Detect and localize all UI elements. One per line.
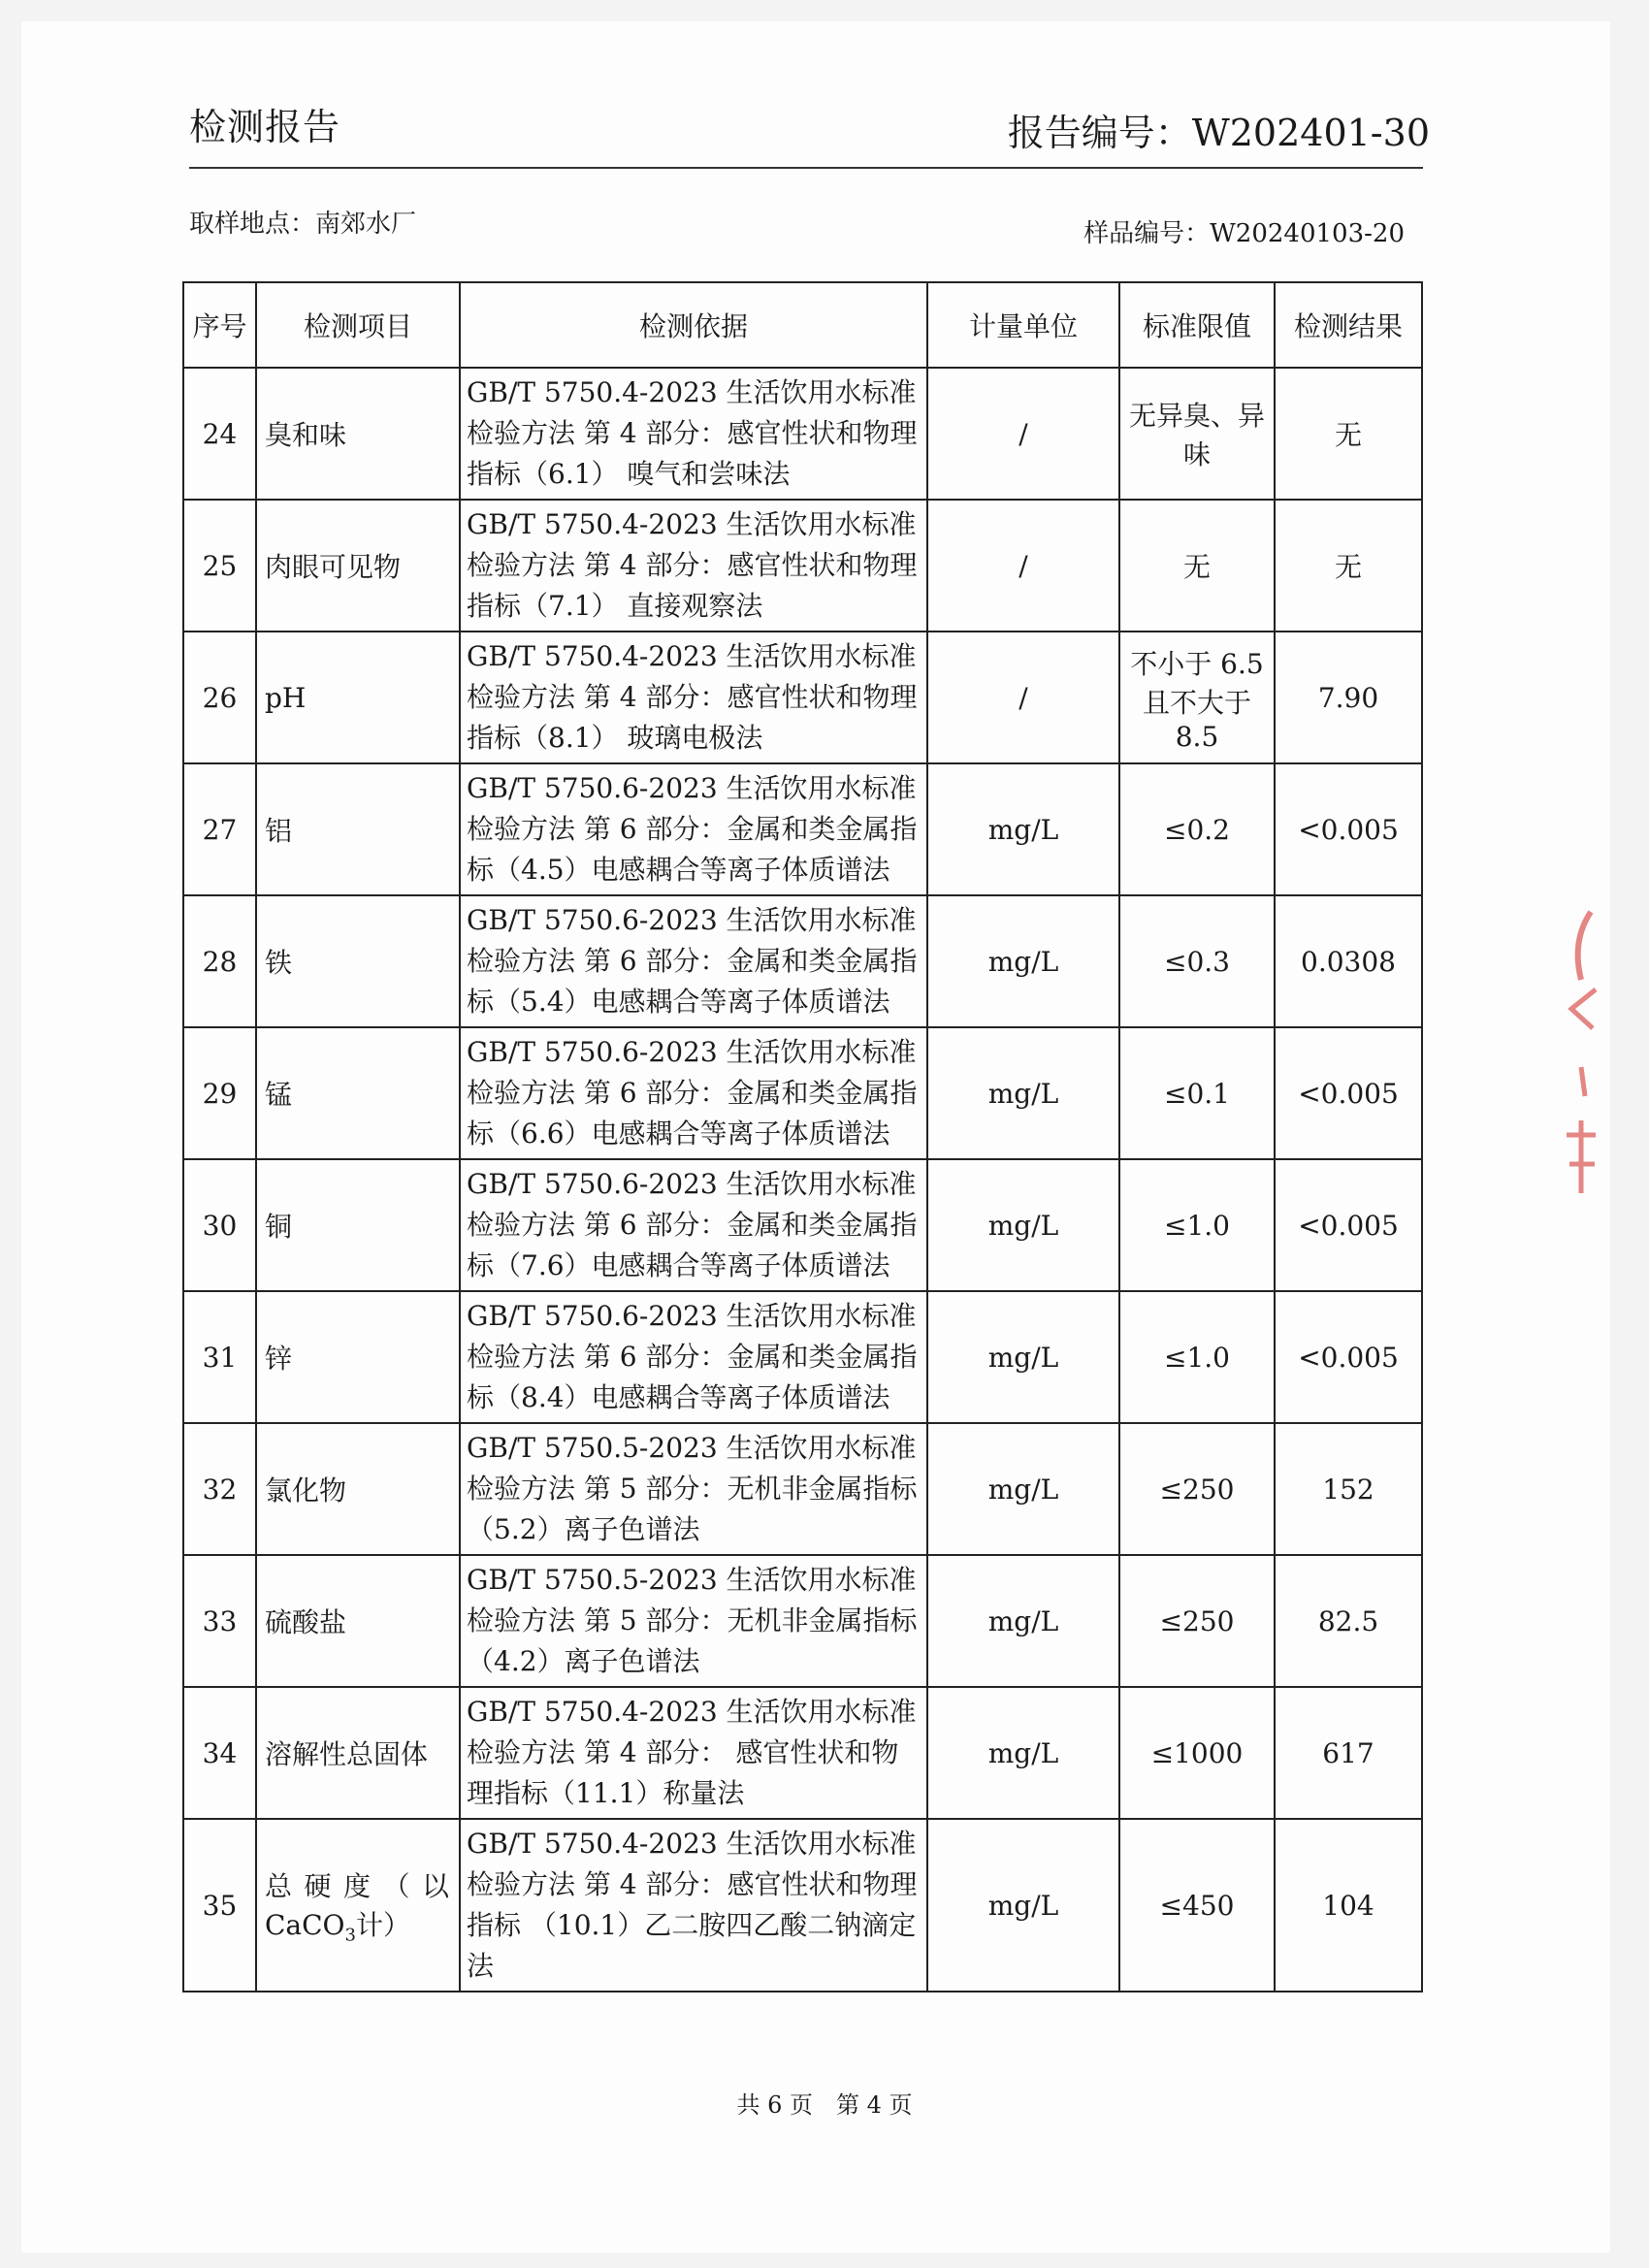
col-header-result: 检测结果 [1275,282,1422,368]
table-row [183,1423,1422,1555]
row-unit: mg/L [927,1027,1119,1159]
table-row [183,500,1422,632]
row-unit: mg/L [927,1159,1119,1291]
row-limit: ≤0.2 [1119,763,1275,895]
row-item: 铜 [256,1159,460,1291]
red-seal-stamp [1552,902,1610,1213]
row-item: pH [256,632,460,763]
row-no: 28 [183,895,256,1027]
results-table [182,281,1423,1993]
table-row [183,1555,1422,1687]
row-no: 27 [183,763,256,895]
row-unit: mg/L [927,1555,1119,1687]
col-header-limit: 标准限值 [1119,282,1275,368]
table-row [183,1291,1422,1423]
row-item: 铝 [256,763,460,895]
sampling-site: 取样地点：南郊水厂 [189,210,417,239]
row-unit: mg/L [927,895,1119,1027]
row-no: 29 [183,1027,256,1159]
row-limit: ≤1.0 [1119,1159,1275,1291]
row-item-formula: CaCO [265,1908,345,1941]
row-no: 25 [183,500,256,632]
row-item: 肉眼可见物 [256,500,460,632]
row-method: GB/T 5750.4-2023 生活饮用水标准检验方法 第 4 部分：感官性状和物理指标（8.1） 玻璃电极法 [460,632,927,763]
row-result: <0.005 [1275,763,1422,895]
row-limit: ≤250 [1119,1423,1275,1555]
row-no: 35 [183,1819,256,1992]
row-method: GB/T 5750.5-2023 生活饮用水标准检验方法 第 5 部分：无机非金属指标（4.2）离子色谱法 [460,1555,927,1687]
report-number: 报告编号：W202401-30 [1007,112,1430,154]
row-result: <0.005 [1275,1027,1422,1159]
row-item-subscript: 3 [344,1925,356,1946]
header-divider [189,167,1423,169]
row-no: 24 [183,368,256,500]
sample-number: 样品编号：W20240103-20 [1083,219,1405,248]
row-unit: mg/L [927,1819,1119,1992]
row-no: 32 [183,1423,256,1555]
row-unit: / [927,368,1119,500]
row-item [256,1819,460,1992]
row-limit: ≤1000 [1119,1687,1275,1819]
table-row [183,632,1422,763]
row-item-suffix: 计） [355,1908,410,1941]
col-header-no: 序号 [183,282,256,368]
row-item: 溶解性总固体 [256,1687,460,1819]
row-unit: / [927,500,1119,632]
table-row [183,368,1422,500]
row-item: 硫酸盐 [256,1555,460,1687]
row-no: 31 [183,1291,256,1423]
report-title: 检测报告 [189,106,341,148]
row-result: 无 [1275,368,1422,500]
table-row [183,1819,1422,1992]
row-method: GB/T 5750.4-2023 生活饮用水标准检验方法 第 4 部分：感官性状和物理指标（6.1） 嗅气和尝味法 [460,368,927,500]
row-method: GB/T 5750.6-2023 生活饮用水标准检验方法 第 6 部分：金属和类金属指标（6.6）电感耦合等离子体质谱法 [460,1027,927,1159]
row-no: 34 [183,1687,256,1819]
col-header-item: 检测项目 [256,282,460,368]
row-item-line1: 总 硬 度 （ 以 [265,1869,449,1902]
row-unit: mg/L [927,1291,1119,1423]
table-row [183,1027,1422,1159]
row-unit: mg/L [927,1687,1119,1819]
table-row [183,895,1422,1027]
row-limit: 无异臭、异味 [1119,368,1275,500]
row-item: 臭和味 [256,368,460,500]
row-limit: ≤250 [1119,1555,1275,1687]
row-item: 铁 [256,895,460,1027]
row-limit: ≤0.1 [1119,1027,1275,1159]
row-result: 104 [1275,1819,1422,1992]
table-row [183,1159,1422,1291]
row-result: <0.005 [1275,1159,1422,1291]
row-method: GB/T 5750.4-2023 生活饮用水标准检验方法 第 4 部分：感官性状和物理指标 （10.1）乙二胺四乙酸二钠滴定法 [460,1819,927,1992]
table-header-row [183,282,1422,368]
row-method: GB/T 5750.6-2023 生活饮用水标准检验方法 第 6 部分：金属和类金属指标（8.4）电感耦合等离子体质谱法 [460,1291,927,1423]
row-result: 617 [1275,1687,1422,1819]
row-limit: 无 [1119,500,1275,632]
row-method: GB/T 5750.6-2023 生活饮用水标准检验方法 第 6 部分：金属和类金属指标（5.4）电感耦合等离子体质谱法 [460,895,927,1027]
row-item: 氯化物 [256,1423,460,1555]
col-header-unit: 计量单位 [927,282,1119,368]
row-result: 82.5 [1275,1555,1422,1687]
table-row [183,763,1422,895]
row-method: GB/T 5750.6-2023 生活饮用水标准检验方法 第 6 部分：金属和类金属指标（7.6）电感耦合等离子体质谱法 [460,1159,927,1291]
row-result: 7.90 [1275,632,1422,763]
page-footer: 共 6 页 第 4 页 [736,2091,913,2119]
row-result: <0.005 [1275,1291,1422,1423]
row-limit: 不小于 6.5 且不大于 8.5 [1119,632,1275,763]
row-method: GB/T 5750.6-2023 生活饮用水标准检验方法 第 6 部分：金属和类金属指标（4.5）电感耦合等离子体质谱法 [460,763,927,895]
row-result: 无 [1275,500,1422,632]
row-no: 33 [183,1555,256,1687]
row-unit: / [927,632,1119,763]
row-method: GB/T 5750.5-2023 生活饮用水标准检验方法 第 5 部分：无机非金属指标（5.2）离子色谱法 [460,1423,927,1555]
row-item: 锌 [256,1291,460,1423]
row-limit: ≤450 [1119,1819,1275,1992]
row-unit: mg/L [927,763,1119,895]
row-method: GB/T 5750.4-2023 生活饮用水标准检验方法 第 4 部分： 感官性状和物理指标（11.1）称量法 [460,1687,927,1819]
row-no: 30 [183,1159,256,1291]
table-row [183,1687,1422,1819]
row-item-line2 [265,1904,459,1946]
row-result: 152 [1275,1423,1422,1555]
row-limit: ≤1.0 [1119,1291,1275,1423]
col-header-method: 检测依据 [460,282,927,368]
row-unit: mg/L [927,1423,1119,1555]
row-result: 0.0308 [1275,895,1422,1027]
row-method: GB/T 5750.4-2023 生活饮用水标准检验方法 第 4 部分：感官性状和物理指标（7.1） 直接观察法 [460,500,927,632]
row-limit: ≤0.3 [1119,895,1275,1027]
row-no: 26 [183,632,256,763]
row-item: 锰 [256,1027,460,1159]
